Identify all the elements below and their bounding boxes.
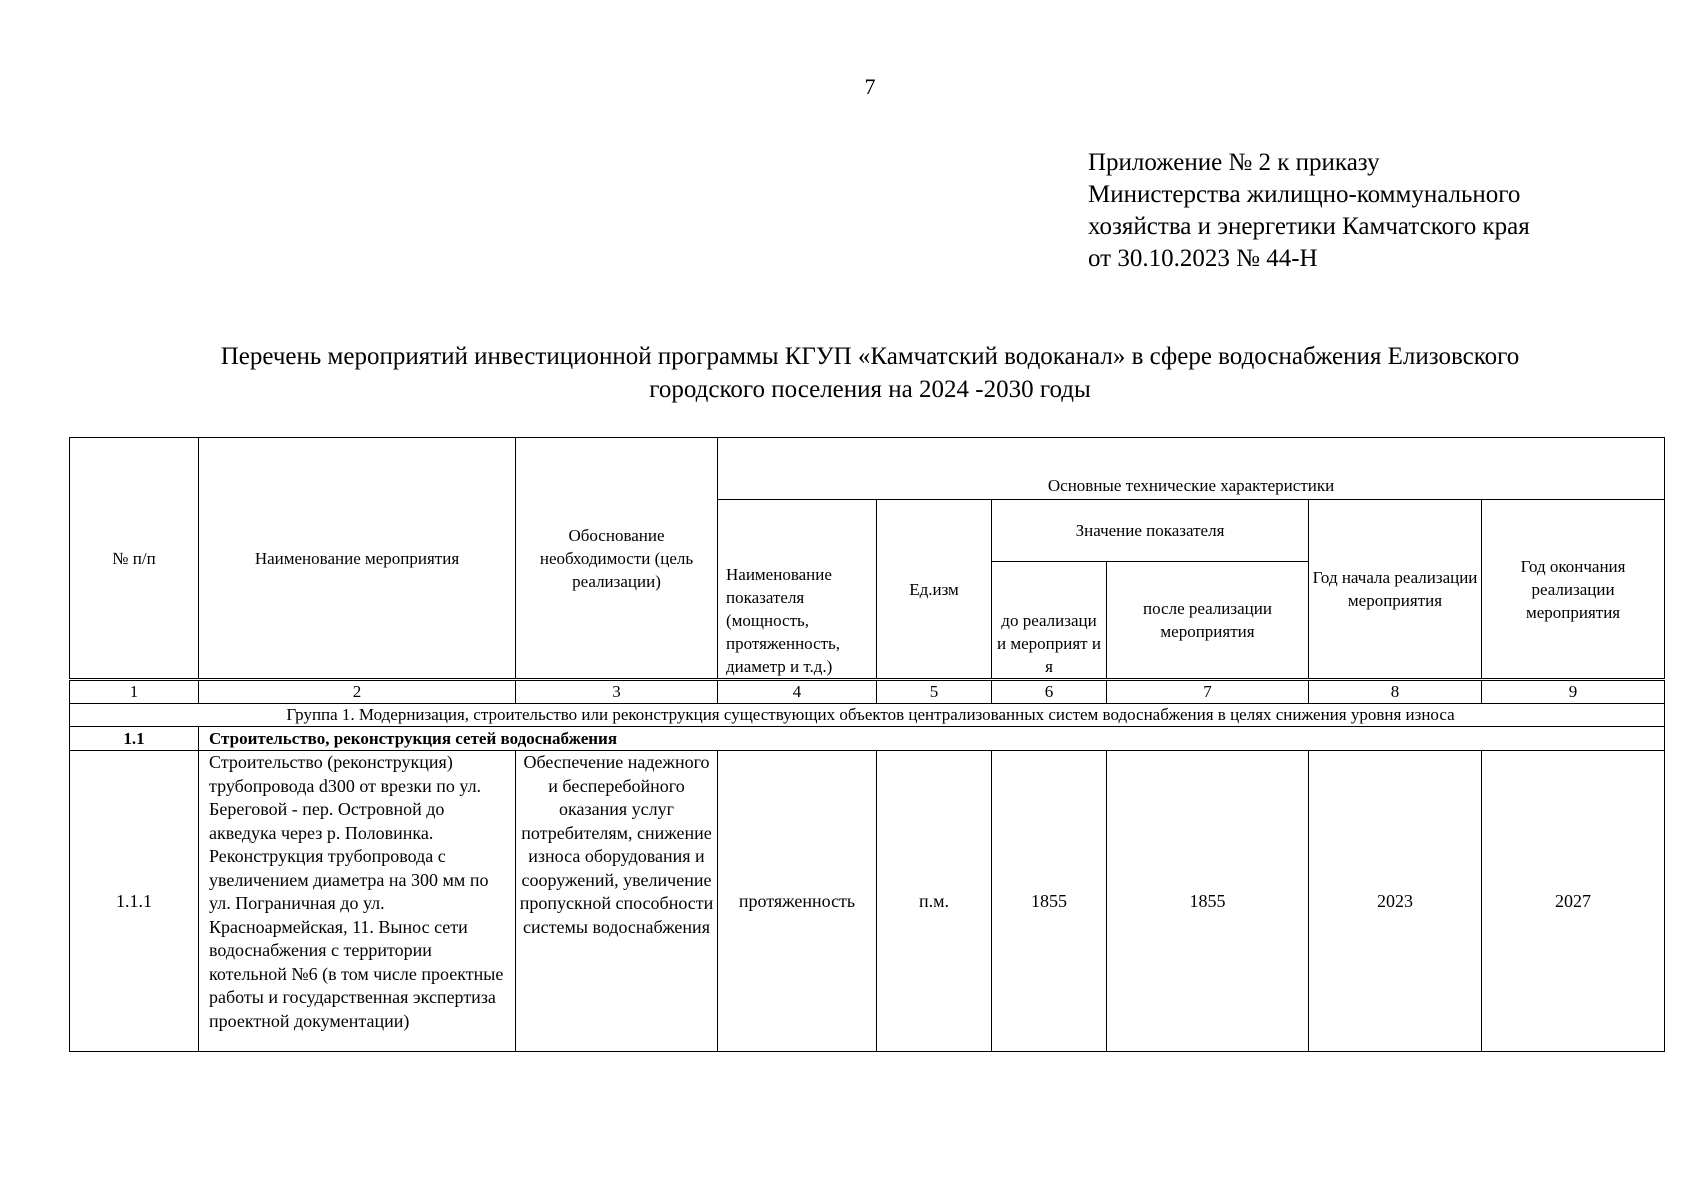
column-number: 8 — [1309, 680, 1482, 704]
appendix-line: от 30.10.2023 № 44-Н — [1088, 245, 1318, 272]
header-name: Наименование мероприятия — [199, 438, 516, 680]
table-row — [70, 751, 1665, 1052]
column-number: 2 — [199, 680, 516, 704]
header-unit: Ед.изм — [877, 500, 992, 680]
column-number: 7 — [1107, 680, 1309, 704]
row-num: 1.1.1 — [70, 751, 199, 1052]
row-name: Строительство (реконструкция) трубопровода d300 от врезки по ул. Береговой - пер. Островной до акведука через р. Половинка. Реконструкция трубопровода с увеличением диаметра на 300 мм по ул. Пограничная до ул. Красноармейская, 11. Вынос сети водоснабжения с территории котельной №6 (в том числе проектные работы и государственная экспертиза проектной документации) — [199, 751, 516, 1052]
row-before: 1855 — [992, 751, 1107, 1052]
header-after: после реализации мероприятия — [1107, 562, 1309, 680]
appendix-line: хозяйства и энергетики Камчатского края — [1088, 213, 1530, 240]
appendix-line: Приложение № 2 к приказу — [1088, 149, 1380, 176]
row-unit: п.м. — [877, 751, 992, 1052]
header-tech-characteristics: Основные технические характеристики — [718, 438, 1665, 500]
appendix-line: Министерства жилищно-коммунального — [1088, 181, 1521, 208]
header-justification: Обоснование необходимости (цель реализации) — [516, 438, 718, 680]
column-number: 4 — [718, 680, 877, 704]
row-start-year: 2023 — [1309, 751, 1482, 1052]
column-number: 1 — [70, 680, 199, 704]
header-value: Значение показателя — [992, 500, 1309, 562]
row-end-year: 2027 — [1482, 751, 1665, 1052]
appendix-note — [1088, 147, 1648, 275]
column-number: 6 — [992, 680, 1107, 704]
row-after: 1855 — [1107, 751, 1309, 1052]
subsection-num: 1.1 — [70, 727, 199, 751]
row-justification: Обеспечение надежного и бесперебойного оказания услуг потребителям, снижение износа оборудования и сооружений, увеличение пропускной способности системы водоснабжения — [516, 751, 718, 1052]
group-heading: Группа 1. Модернизация, строительство или реконструкция существующих объектов централизованных систем водоснабжения в целях снижения уровня износа — [70, 704, 1665, 727]
title-line-1: Перечень мероприятий инвестиционной программы КГУП «Камчатский водоканал» в сфере водоснабжения Елизовского — [220, 343, 1520, 370]
header-before: до реализаци и мероприят ия — [992, 562, 1107, 680]
row-indicator: протяженность — [718, 751, 877, 1052]
subsection-name: Строительство, реконструкция сетей водоснабжения — [199, 727, 1665, 751]
page-number: 7 — [864, 74, 876, 99]
header-end-year: Год окончания реализации мероприятия — [1482, 500, 1665, 680]
document-title — [90, 340, 1650, 406]
measures-table — [69, 437, 1665, 1052]
header-num: № п/п — [70, 438, 199, 680]
header-indicator: Наименование показателя (мощность, протяженность, диаметр и т.д.) — [718, 500, 877, 680]
column-number: 9 — [1482, 680, 1665, 704]
header-start-year: Год начала реализации мероприятия — [1309, 500, 1482, 680]
column-number: 5 — [877, 680, 992, 704]
title-line-2: городского поселения на 2024 -2030 годы — [649, 376, 1091, 403]
column-number: 3 — [516, 680, 718, 704]
